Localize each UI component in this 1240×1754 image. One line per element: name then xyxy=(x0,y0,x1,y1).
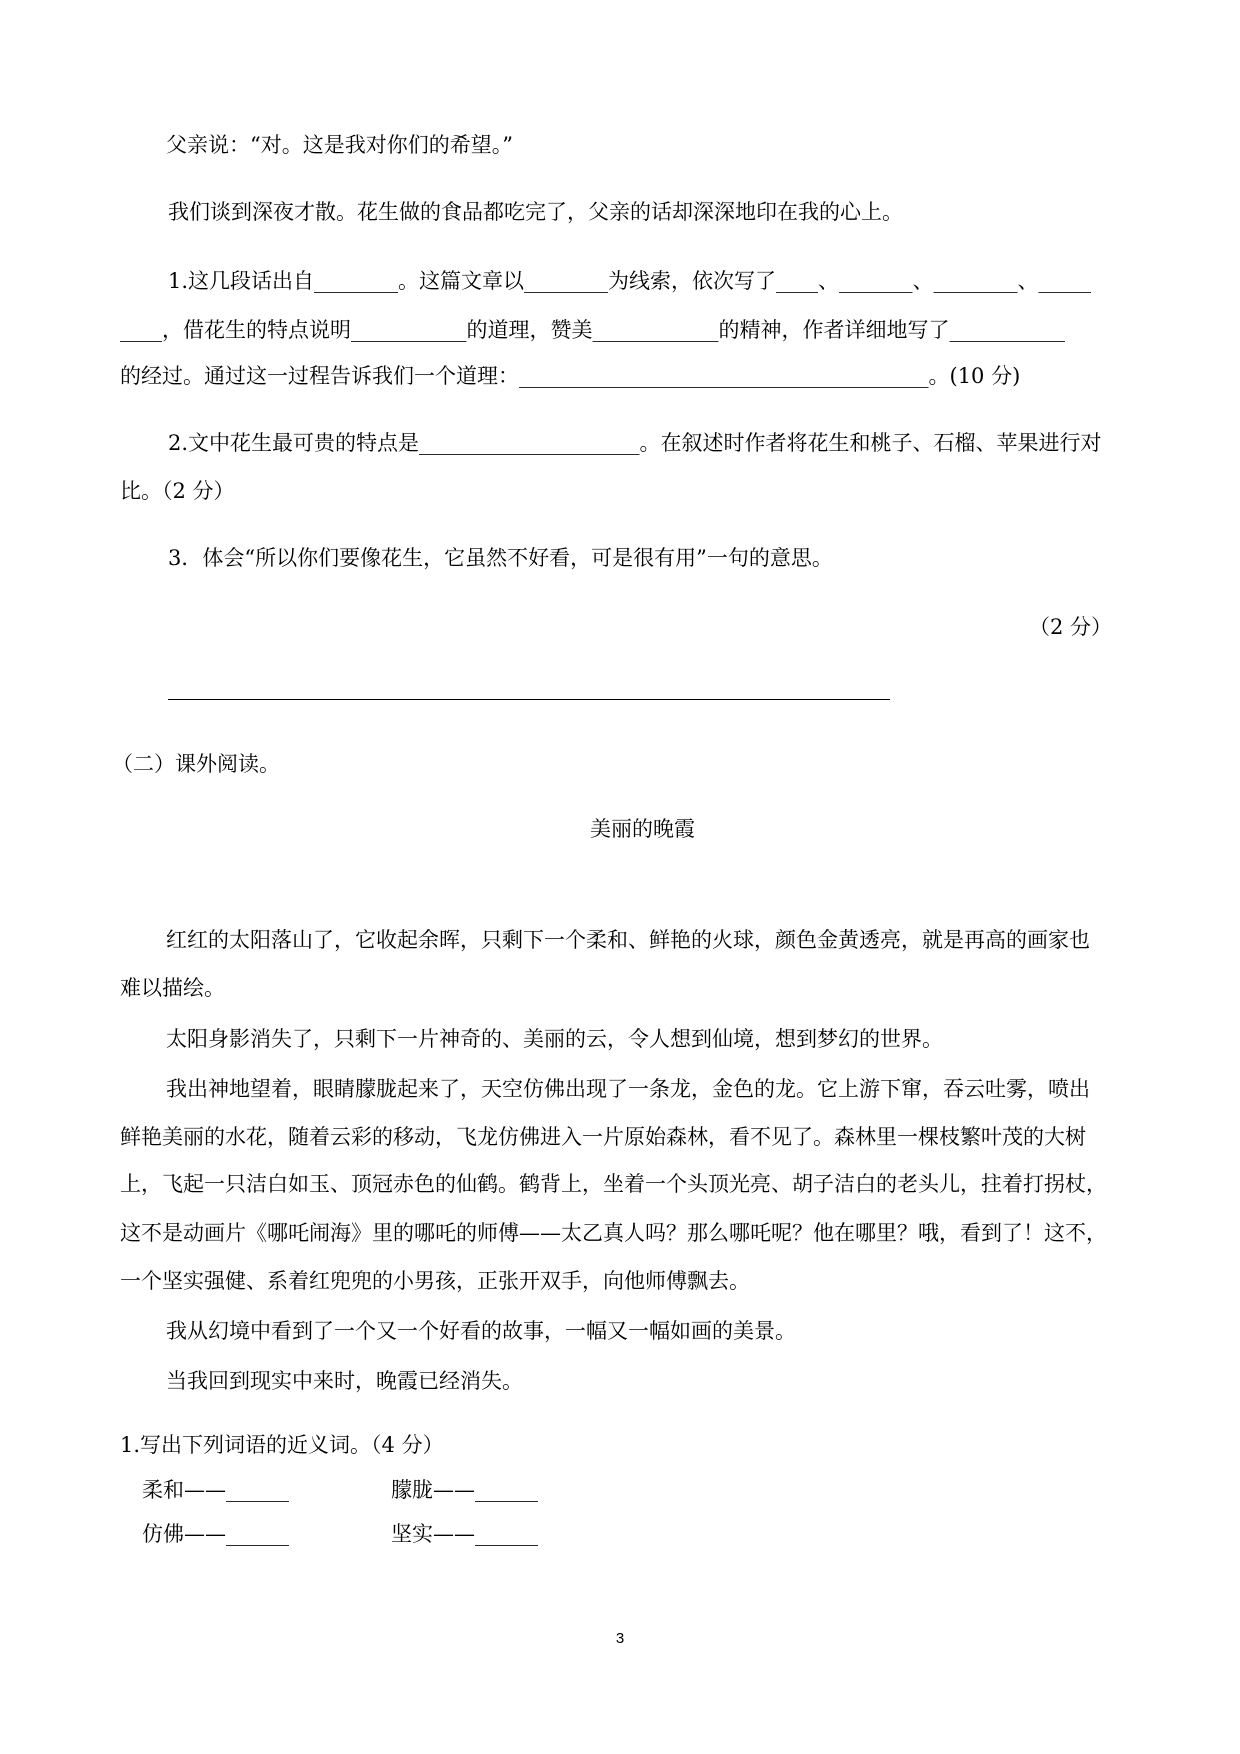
answer-line xyxy=(168,699,890,700)
question-1-line: 1.这几段话出自________。这篇文章以________为线索，依次写了____、_______、________、_____ xyxy=(168,269,1092,293)
vocab-item: 仿佛——______ xyxy=(142,1522,289,1546)
question-3-score: （2 分） xyxy=(1028,615,1112,639)
paragraph-line: 这不是动画片《哪吒闹海》里的哪吒的师傅——太乙真人吗？那么哪吒呢？他在哪里？哦，看到了！这不， xyxy=(120,1221,1107,1245)
paragraph-line: 鲜艳美丽的水花，随着云彩的移动，飞龙仿佛进入一片原始森林，看不见了。森林里一棵枝繁叶茂的大树 xyxy=(120,1125,1086,1149)
paragraph-line: 当我回到现实中来时，晚霞已经消失。 xyxy=(166,1369,523,1393)
paragraph-line: 上，飞起一只洁白如玉、顶冠赤色的仙鹤。鹤背上，坐着一个头顶光亮、胡子洁白的老头儿，拄着打拐杖， xyxy=(120,1172,1107,1196)
vocab-item: 坚实——______ xyxy=(391,1522,538,1546)
paragraph-line: 难以描绘。 xyxy=(120,976,225,1000)
section-heading: （二）课外阅读。 xyxy=(112,752,280,776)
paragraph-line: 红红的太阳落山了，它收起余晖，只剩下一个柔和、鲜艳的火球，颜色金黄透亮，就是再高的画家也 xyxy=(166,928,1090,952)
question-1-line: ____，借花生的特点说明___________的道理，赞美____________的精神，作者详细地写了___________ xyxy=(120,318,1065,342)
paragraph-line: 我出神地望着，眼睛朦胧起来了，天空仿佛出现了一条龙，金色的龙。它上游下窜，吞云吐雾，喷出 xyxy=(166,1077,1090,1101)
paragraph-line: 太阳身影消失了，只剩下一片神奇的、美丽的云，令人想到仙境，想到梦幻的世界。 xyxy=(166,1027,943,1051)
vocab-question: 1.写出下列词语的近义词。（4 分） xyxy=(120,1433,444,1457)
page-number: 3 xyxy=(615,1630,625,1647)
passage-line: 我们谈到深夜才散。花生做的食品都吃完了，父亲的话却深深地印在我的心上。 xyxy=(168,200,903,224)
passage-title: 美丽的晚霞 xyxy=(590,817,695,841)
vocab-item: 朦胧——______ xyxy=(391,1478,538,1502)
vocab-item: 柔和——______ xyxy=(142,1478,289,1502)
paragraph-line: 一个坚实强健、系着红兜兜的小男孩，正张开双手，向他师傅飘去。 xyxy=(120,1269,750,1293)
question-3-text: 3．体会“所以你们要像花生，它虽然不好看，可是很有用”一句的意思。 xyxy=(168,546,833,570)
question-2-line: 比。（2 分） xyxy=(120,479,235,503)
passage-line: 父亲说：“对。这是我对你们的希望。” xyxy=(166,133,513,157)
question-2-line: 2.文中花生最可贵的特点是_____________________。在叙述时作者将花生和桃子、石榴、苹果进行对 xyxy=(168,431,1102,455)
paragraph-line: 我从幻境中看到了一个又一个好看的故事，一幅又一幅如画的美景。 xyxy=(166,1319,796,1343)
question-1-line: 的经过。通过这一过程告诉我们一个道理：_______________________________________。(10 分) xyxy=(120,364,1021,388)
